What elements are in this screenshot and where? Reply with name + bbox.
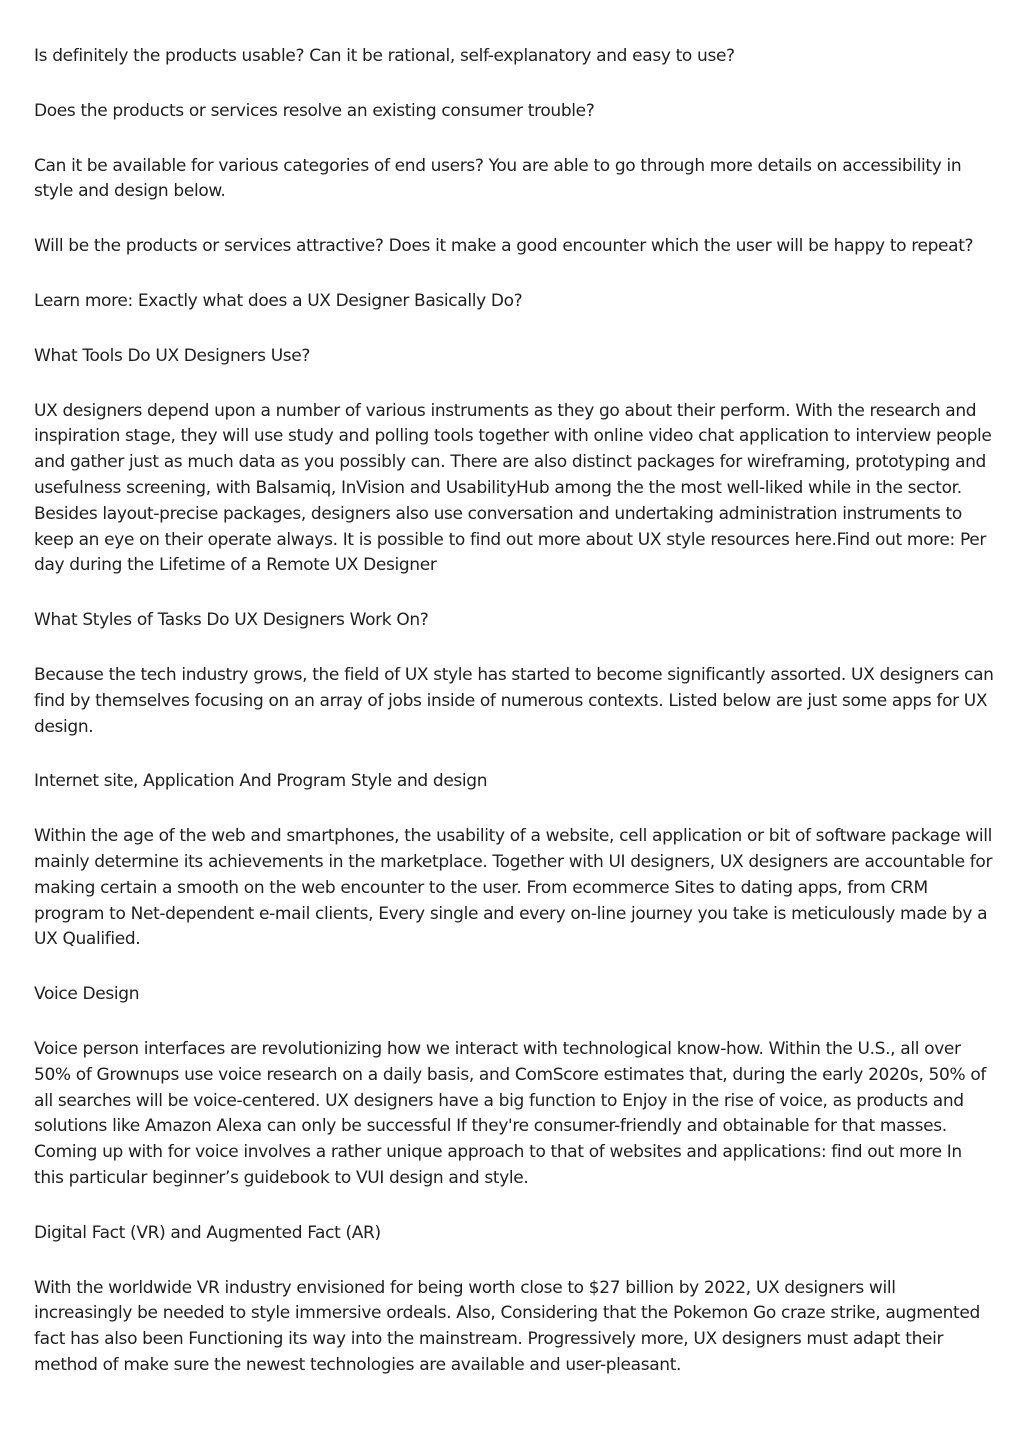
paragraph-learn-more: Learn more: Exactly what does a UX Designer Basically Do? bbox=[34, 290, 523, 311]
paragraph-usability-question: Is definitely the products usable? Can it be rational, self-explanatory and easy to use? bbox=[34, 46, 735, 66]
paragraph-task-styles: Because the tech industry grows, the field of UX style has started to become significantly assorted. UX designers can find by themselves focusing on an array of jobs inside of numerous contexts. Listed below are just some apps for UX design. bbox=[34, 664, 994, 737]
paragraph-vr-ar: With the worldwide VR industry envisioned for being worth close to $27 billion by 2022, UX designers will increasingly be needed to style immersive ordeals. Also, Considering that the Pokemon Go craze strike, augmented fact has also been Functioning its way into the mainstream. Progressively more, UX designers must adapt their method of make sure the newest technologies are available and user-pleasant. bbox=[34, 1277, 980, 1375]
paragraph-accessibility: Can it be available for various categories of end users? You are able to go through more details on accessibility in style and design below. bbox=[34, 155, 962, 202]
paragraph-internet-site: Within the age of the web and smartphones, the usability of a website, cell application or bit of software package will mainly determine its achievements in the marketplace. Together with UI designers, UX designers are accountable for making certain a smooth on the web encounter to the user. From ecommerce Sites to dating apps, from CRM program to Net-dependent e-mail clients, Every single and every on-line journey you take is meticulously made by a UX Qualified. bbox=[34, 826, 993, 950]
document-body bbox=[34, 44, 994, 1408]
heading-vr-ar: Digital Fact (VR) and Augmented Fact (AR) bbox=[34, 1222, 381, 1243]
heading-task-styles: What Styles of Tasks Do UX Designers Work On? bbox=[34, 610, 429, 631]
paragraph-consumer-trouble: Does the products or services resolve an existing consumer trouble? bbox=[34, 100, 595, 121]
heading-tools: What Tools Do UX Designers Use? bbox=[34, 345, 311, 366]
paragraph-voice-design: Voice person interfaces are revolutionizing how we interact with technological know-how. Within the U.S., all over 50% of Grownups use voice research on a daily basis, and ComScore estimates that, during the early 2020s, 50% of all searches will be voice-centered. UX designers have a big function to Enjoy in the rise of voice, as products and solutions like Amazon Alexa can only be successful If they're consumer-friendly and obtainable for that masses. Coming up with for voice involves a rather unique approach to that of websites and applications: find out more In this particular beginner’s guidebook to VUI design and style. bbox=[34, 1038, 987, 1188]
paragraph-tools: UX designers depend upon a number of various instruments as they go about their perform. With the research and inspiration stage, they will use study and polling tools together with online video chat application to interview people and gather just as much data as you possibly can. There are also distinct packages for wireframing, prototyping and usefulness screening, with Balsamiq, InVision and UsabilityHub among the the most well-liked while in the sector. Besides layout-precise packages, designers also use conversation and undertaking administration instruments to keep an eye on their operate always. It is possible to find out more about UX style resources here.Find out more: Per day during the Lifetime of a Remote UX Designer bbox=[34, 400, 992, 576]
heading-internet-site: Internet site, Application And Program Style and design bbox=[34, 771, 488, 792]
heading-voice-design: Voice Design bbox=[34, 984, 140, 1005]
paragraph-attractive: Will be the products or services attractive? Does it make a good encounter which the user will be happy to repeat? bbox=[34, 236, 974, 257]
